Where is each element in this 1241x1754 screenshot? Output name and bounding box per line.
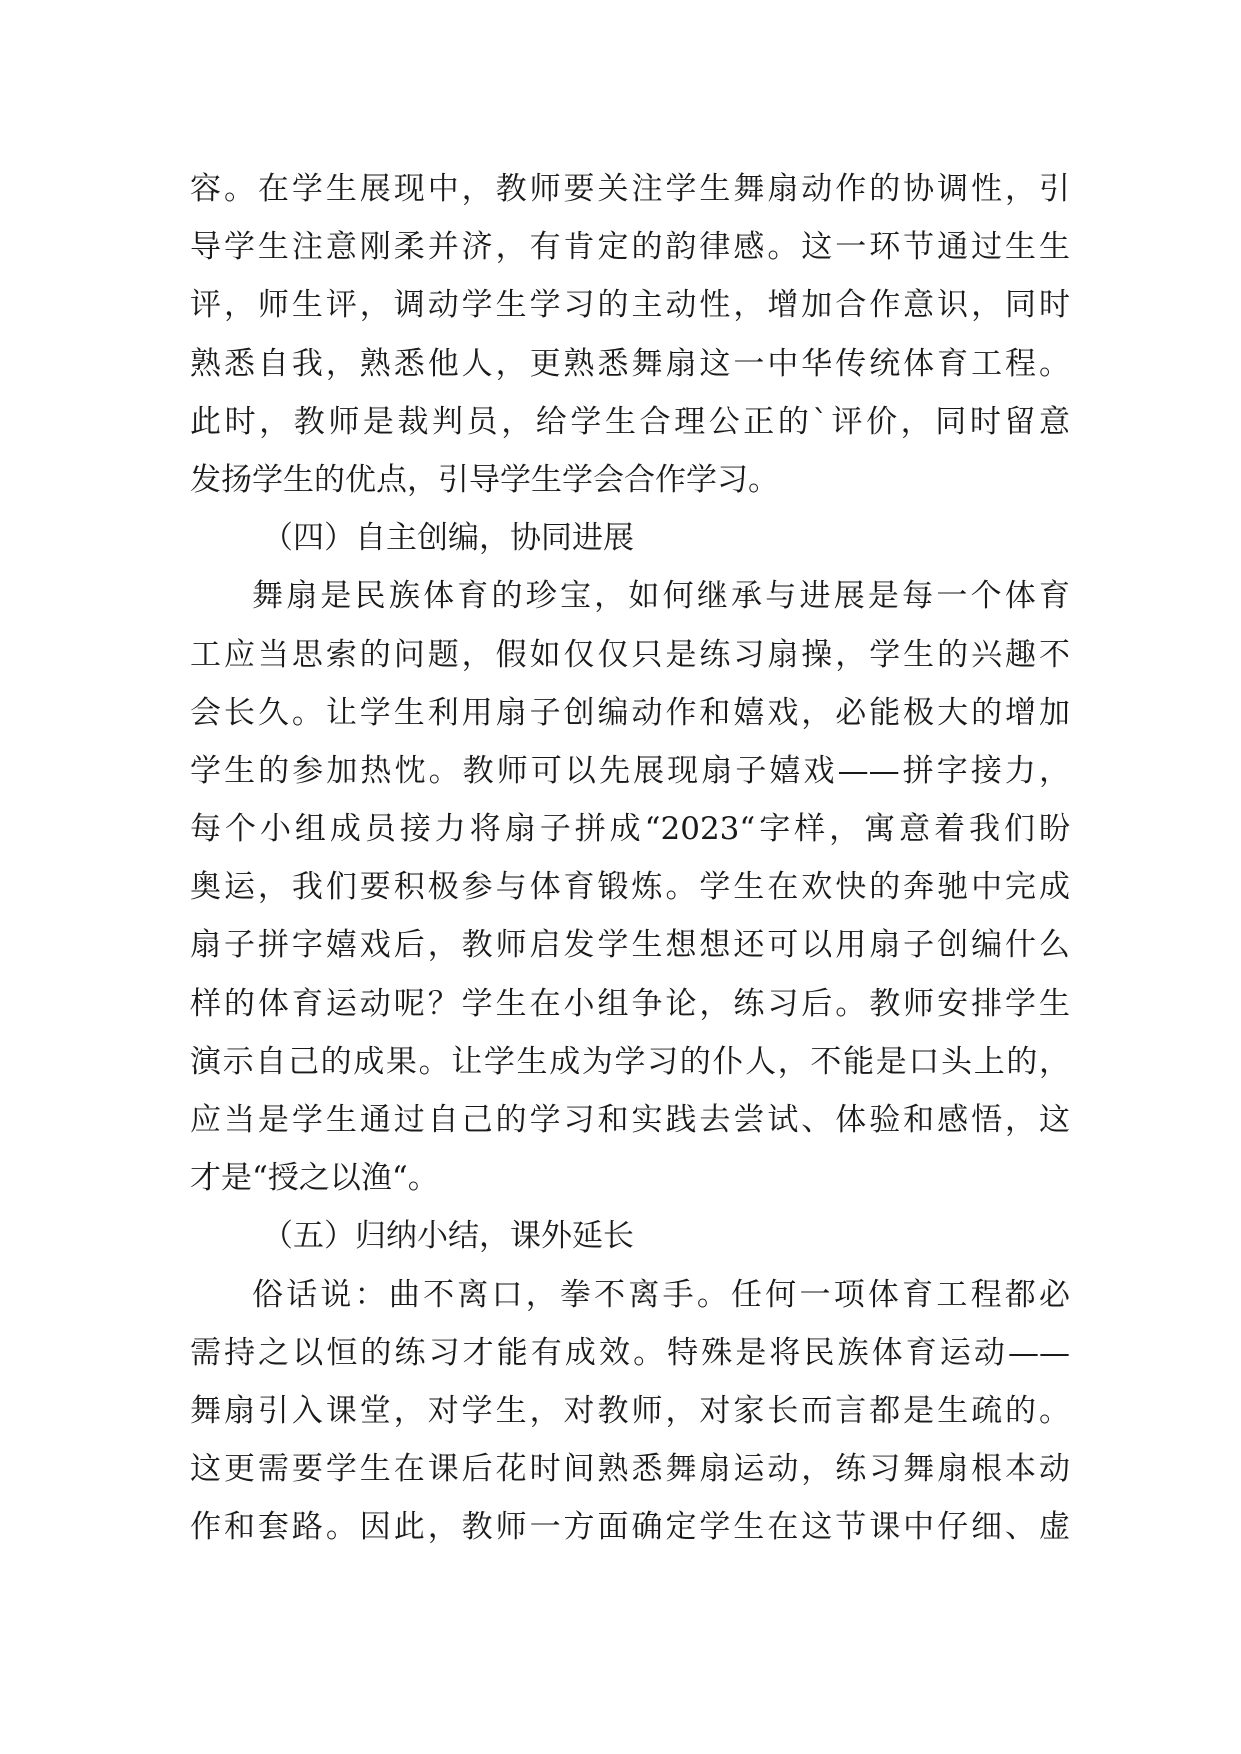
section-heading: （四）自主创编，协同进展 [262, 520, 634, 557]
text-line: 扇子拼字嬉戏后，教师启发学生想想还可以用扇子创编什么 [190, 927, 1070, 964]
text-line: 作和套路。因此，教师一方面确定学生在这节课中仔细、虚 [190, 1509, 1070, 1546]
text-line: 每个小组成员接力将扇子拼成“2023“字样，寓意着我们盼 [190, 811, 1070, 848]
text-line: 舞扇引入课堂，对学生，对教师，对家长而言都是生疏的。 [190, 1392, 1070, 1429]
text-line: 容。在学生展现中，教师要关注学生舞扇动作的协调性，引 [190, 171, 1070, 207]
text-line: 会长久。让学生利用扇子创编动作和嬉戏，必能极大的增加 [190, 694, 1070, 731]
text-line: 此时，教师是裁判员，给学生合理公正的`评价，同时留意 [190, 403, 1070, 440]
text-line: 样的体育运动呢？学生在小组争论，练习后。教师安排学生 [190, 985, 1070, 1022]
text-line: 熟悉自我，熟悉他人，更熟悉舞扇这一中华传统体育工程。 [190, 345, 1070, 382]
text-line: 这更需要学生在课后花时间熟悉舞扇运动，练习舞扇根本动 [190, 1451, 1070, 1488]
text-line: 奥运，我们要积极参与体育锻炼。学生在欢快的奔驰中完成 [190, 869, 1070, 906]
text-line: 演示自己的成果。让学生成为学习的仆人，不能是口头上的， [190, 1043, 1070, 1080]
body-text [190, 160, 1070, 1557]
text-line: 导学生注意刚柔并济，有肯定的韵律感。这一环节通过生生 [190, 229, 1070, 266]
text-line: 俗话说：曲不离口，拳不离手。任何一项体育工程都必 [252, 1276, 1070, 1313]
text-line: 舞扇是民族体育的珍宝，如何继承与进展是每一个体育 [252, 578, 1070, 615]
text-line: 发扬学生的优点，引导学生学会合作学习。 [190, 461, 779, 498]
text-line: 工应当思索的问题，假如仅仅只是练习扇操，学生的兴趣不 [190, 636, 1070, 673]
text-line: 学生的参加热忱。教师可以先展现扇子嬉戏——拼字接力， [190, 752, 1070, 789]
text-line: 评，师生评，调动学生学习的主动性，增加合作意识，同时 [190, 287, 1070, 324]
section-heading: （五）归纳小结，课外延长 [262, 1218, 634, 1255]
text-line: 才是“授之以渔“。 [190, 1160, 439, 1197]
text-line: 需持之以恒的练习才能有成效。特殊是将民族体育运动—— [190, 1334, 1070, 1371]
text-line: 应当是学生通过自己的学习和实践去尝试、体验和感悟，这 [190, 1102, 1070, 1138]
